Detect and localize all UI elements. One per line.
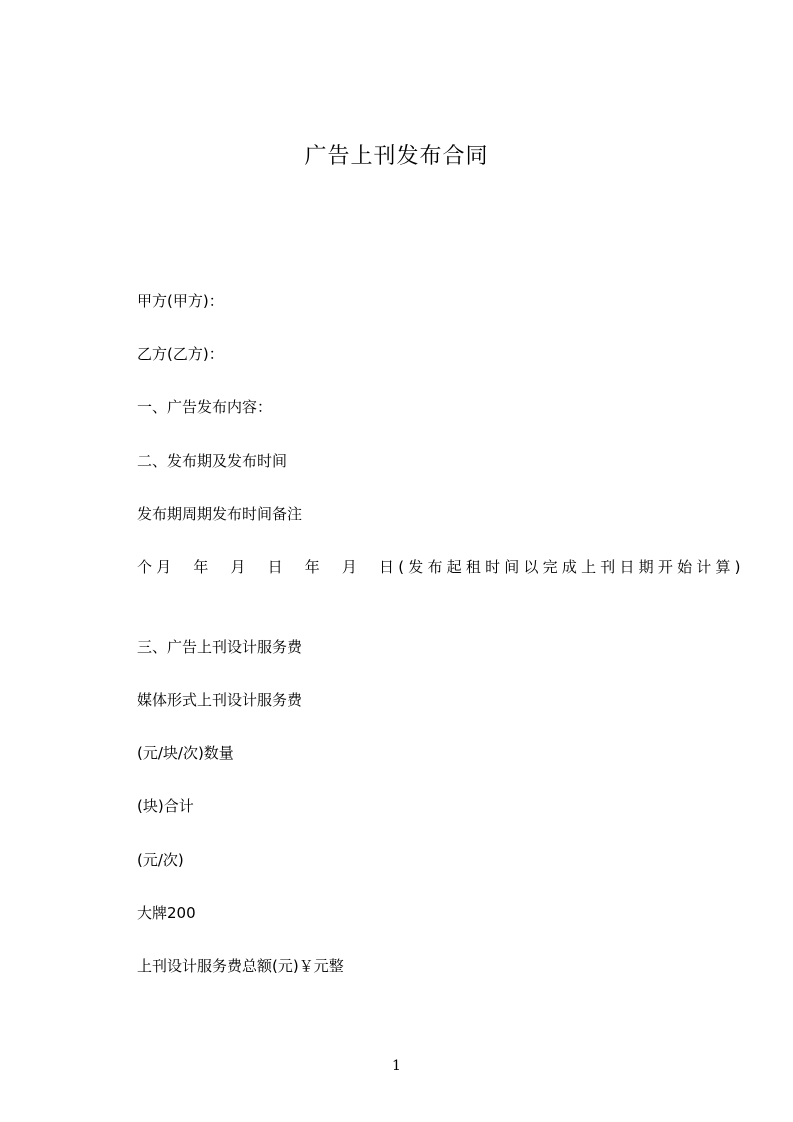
document-title: 广告上刊发布合同 — [304, 144, 489, 169]
schedule-dates-line: 个月 年 月 日 年 月 日(发布起租时间以完成上刊日期开始计算) — [137, 558, 745, 576]
party-b-line: 乙方(乙方)： — [137, 345, 224, 363]
total-fee-line: 上刊设计服务费总额(元)￥元整 — [137, 957, 344, 975]
section-1-heading: 一、广告发布内容： — [137, 398, 273, 416]
fee-unit-line: (元/次) — [137, 851, 184, 869]
schedule-header-line: 发布期周期发布时间备注 — [137, 505, 303, 523]
fee-block-total-line: (块)合计 — [137, 797, 194, 815]
billboard-fee-line: 大牌200 — [137, 904, 196, 922]
party-a-line: 甲方(甲方)： — [137, 292, 224, 310]
page-number: 1 — [392, 1058, 401, 1074]
section-2-heading: 二、发布期及发布时间 — [137, 452, 288, 470]
section-3-heading: 三、广告上刊设计服务费 — [137, 638, 303, 656]
fee-header-line: 媒体形式上刊设计服务费 — [137, 691, 303, 709]
fee-unit-quantity-line: (元/块/次)数量 — [137, 744, 234, 762]
